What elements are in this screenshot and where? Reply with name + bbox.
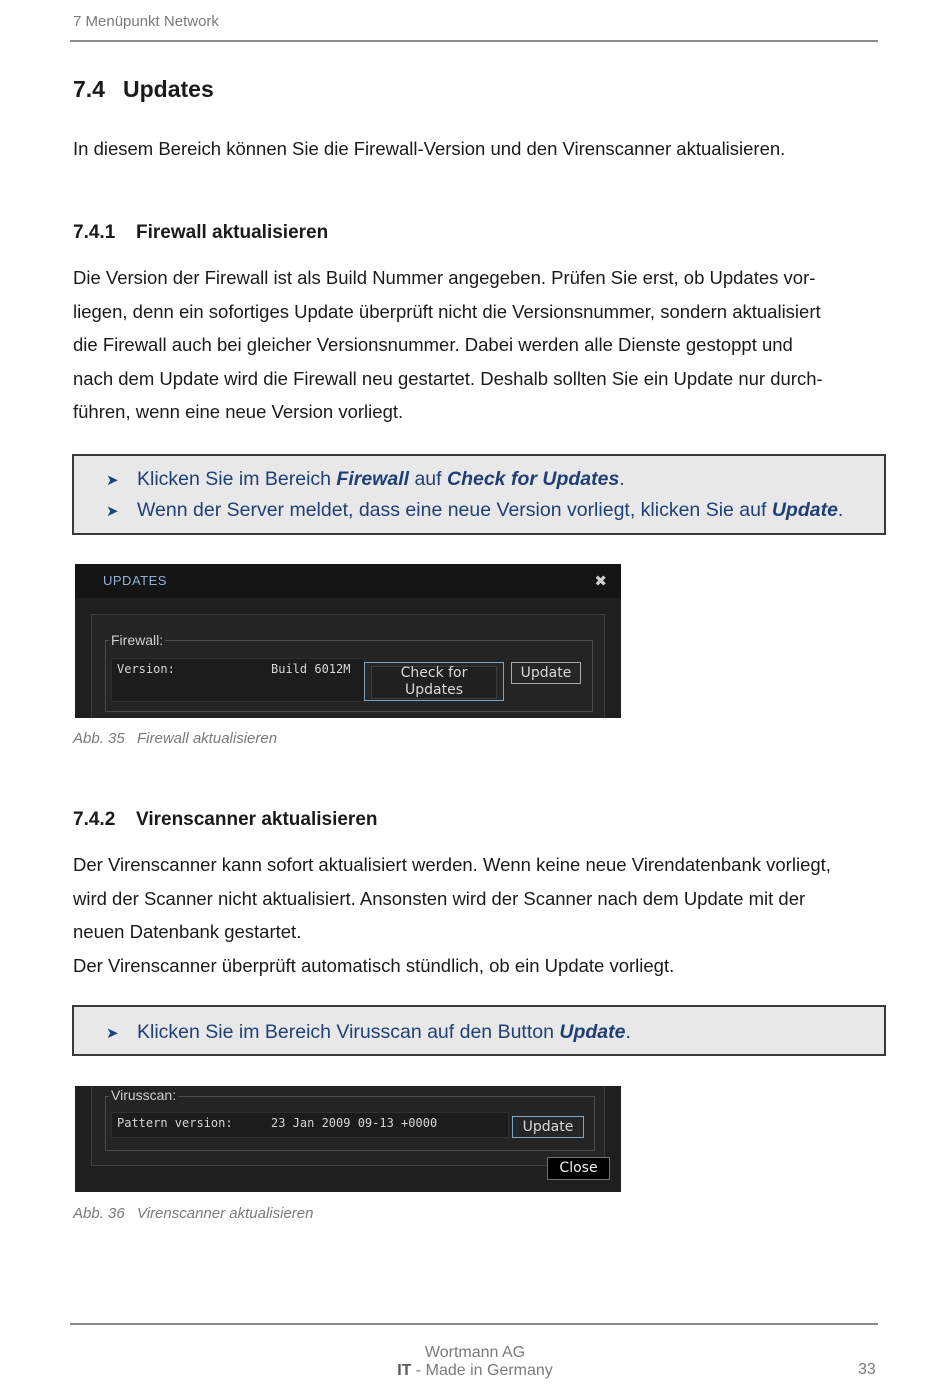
intro-paragraph: In diesem Bereich können Sie die Firewall-Version und den Virenscanner aktualisieren. bbox=[73, 138, 786, 159]
caption-text: Virenscanner aktualisieren bbox=[137, 1205, 314, 1222]
arrow-bullet-icon: ➤ bbox=[106, 1025, 119, 1042]
dialog-title: UPDATES bbox=[103, 573, 167, 588]
instruction-item: ➤ Klicken Sie im Bereich Firewall auf Check for Updates. bbox=[106, 468, 625, 490]
section-number: 7.4 bbox=[73, 76, 105, 102]
paragraph-line: Der Virenscanner überprüft automatisch stündlich, ob ein Update vorliegt. bbox=[73, 954, 675, 976]
footer-tagline-rest: - Made in Germany bbox=[411, 1362, 553, 1379]
check-for-updates-button[interactable] bbox=[364, 662, 504, 701]
arrow-bullet-icon: ➤ bbox=[106, 472, 119, 489]
figure-caption-35 bbox=[73, 730, 277, 747]
paragraph-line: nach dem Update wird die Firewall neu gestartet. Deshalb sollten Sie ein Update nur durch- bbox=[73, 367, 823, 389]
emphasis-update: Update bbox=[771, 499, 838, 521]
version-value: Build 6012M bbox=[271, 662, 351, 676]
paragraph-line: liegen, denn ein sofortiges Update überprüft nicht die Versionsnummer, sondern aktualisiert bbox=[73, 300, 821, 322]
button-label-line1: Check for bbox=[400, 665, 468, 681]
caption-number: Abb. 35 bbox=[73, 730, 125, 747]
header-rule bbox=[70, 40, 878, 42]
emphasis-update: Update bbox=[559, 1021, 626, 1043]
section-heading bbox=[73, 76, 214, 103]
button-label-line2: Updates bbox=[405, 682, 463, 698]
close-icon[interactable]: ✖ bbox=[594, 573, 607, 590]
footer-company: Wortmann AG bbox=[424, 1344, 526, 1361]
paragraph-line: wird der Scanner nicht aktualisiert. Ansonsten wird der Scanner nach dem Update mit der bbox=[73, 887, 806, 909]
subsection-number: 7.4.1 bbox=[73, 222, 116, 243]
subsection-heading-virenscanner bbox=[73, 809, 378, 831]
instruction-item: ➤ Klicken Sie im Bereich Virusscan auf den Button Update. bbox=[106, 1021, 631, 1043]
section-title: Updates bbox=[123, 76, 214, 102]
subsection-heading-firewall bbox=[73, 222, 328, 244]
firewall-updates-screenshot bbox=[75, 564, 621, 718]
virusscan-legend: Virusscan: bbox=[111, 1087, 177, 1103]
caption-number: Abb. 36 bbox=[73, 1205, 125, 1222]
subsection-title: Firewall aktualisieren bbox=[136, 222, 329, 243]
emphasis-check-for-updates: Check for Updates bbox=[447, 468, 620, 490]
arrow-bullet-icon: ➤ bbox=[106, 503, 119, 520]
virusscan-update-button[interactable]: Update bbox=[512, 1116, 584, 1138]
instruction-box-virusscan bbox=[72, 1005, 886, 1056]
emphasis-firewall: Firewall bbox=[336, 468, 410, 490]
footer-rule bbox=[70, 1323, 878, 1325]
footer-tagline bbox=[0, 1362, 950, 1380]
pattern-value: 23 Jan 2009 09-13 +0000 bbox=[271, 1116, 438, 1130]
instruction-item: ➤ Wenn der Server meldet, dass eine neue Version vorliegt, klicken Sie auf Update. bbox=[106, 499, 844, 521]
firewall-paragraph bbox=[73, 261, 883, 429]
subsection-number: 7.4.2 bbox=[73, 809, 116, 830]
subsection-title: Virenscanner aktualisieren bbox=[136, 809, 378, 830]
virenscanner-paragraph bbox=[73, 848, 883, 982]
page-number: 33 bbox=[858, 1361, 876, 1378]
paragraph-line: führen, wenn eine neue Version vorliegt. bbox=[73, 401, 404, 423]
paragraph-line: neuen Datenbank gestartet. bbox=[73, 921, 302, 943]
version-label: Version: bbox=[117, 662, 175, 676]
footer-tagline-bold: IT bbox=[397, 1362, 412, 1379]
close-button[interactable]: Close bbox=[547, 1157, 610, 1180]
paragraph-line: die Firewall auch bei gleicher Versionsnummer. Dabei werden alle Dienste gestoppt und bbox=[73, 334, 793, 356]
running-head: 7 Menüpunkt Network bbox=[73, 13, 219, 30]
caption-text: Firewall aktualisieren bbox=[137, 730, 278, 747]
virusscan-screenshot bbox=[75, 1086, 621, 1192]
paragraph-line: Der Virenscanner kann sofort aktualisiert werden. Wenn keine neue Virendatenbank vorliegt, bbox=[73, 854, 831, 875]
firewall-legend: Firewall: bbox=[111, 632, 164, 648]
instruction-box-firewall bbox=[72, 454, 886, 535]
firewall-update-button[interactable]: Update bbox=[511, 662, 581, 684]
paragraph-line: Die Version der Firewall ist als Build Nummer angegeben. Prüfen Sie erst, ob Updates vor- bbox=[73, 267, 816, 288]
figure-caption-36 bbox=[73, 1205, 314, 1222]
pattern-label: Pattern version: bbox=[117, 1116, 233, 1130]
